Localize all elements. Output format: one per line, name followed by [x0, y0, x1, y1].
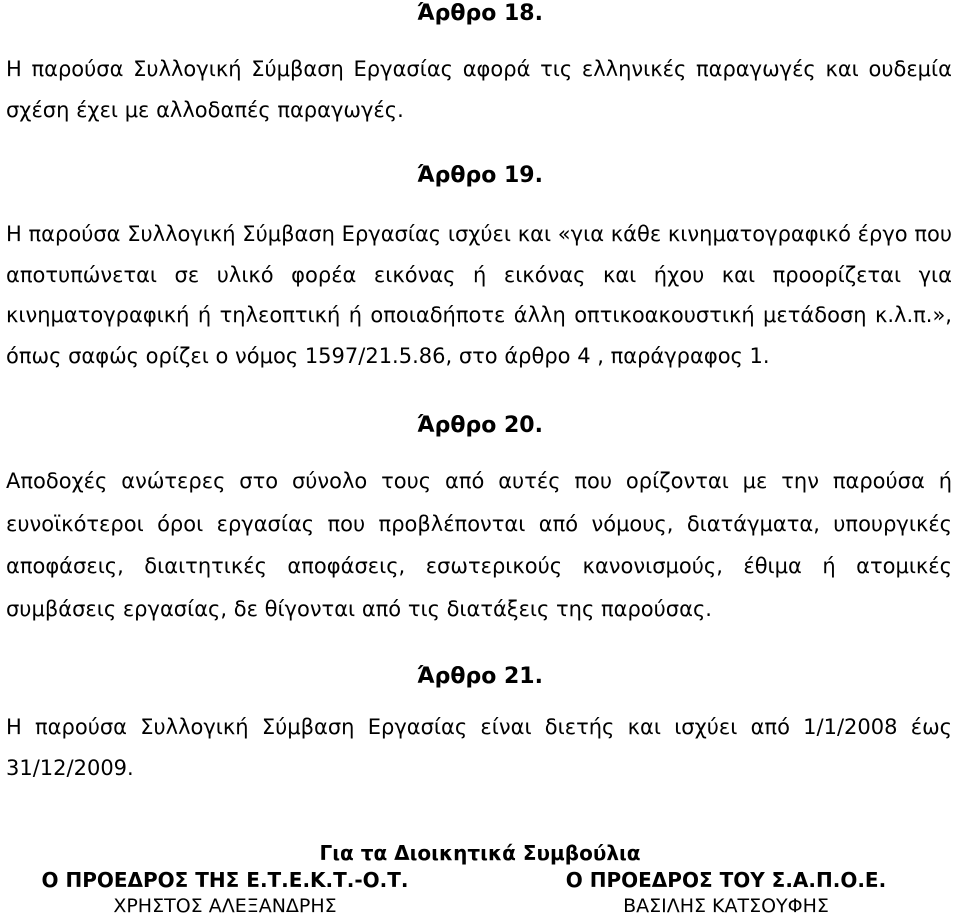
signature-left	[10, 867, 440, 919]
article-20-heading: Άρθρο 20.	[417, 413, 543, 438]
article-19-heading: Άρθρο 19.	[417, 163, 543, 188]
article-21-text: Η παρούσα Συλλογική Σύμβαση Εργασίας είναι διετής και ισχύει από 1/1/2008 έως 31/12/2009.	[6, 715, 952, 780]
signatures-title: Για τα Διοικητικά Συμβούλια	[319, 841, 641, 865]
article-18-text: Η παρούσα Συλλογική Σύμβαση Εργασίας αφορά τις ελληνικές παραγωγές και ουδεμία σχέση έχει με αλλοδαπές παραγωγές.	[6, 57, 952, 122]
signature-right	[492, 867, 960, 919]
signature-right-name: ΒΑΣΙΛΗΣ ΚΑΤΣΟΥΦΗΣ	[623, 895, 829, 917]
article-18-heading: Άρθρο 18.	[417, 1, 543, 26]
article-20-text: Αποδοχές ανώτερες στο σύνολο τους από αυτές που ορίζονται με την παρούσα ή ευνοϊκότεροι όροι εργασίας που προβλέπονται από νόμους, διατάγματα, υπουργικές αποφάσεις, διαιτητικές αποφάσεις, εσωτερικούς κανονισμούς, έθιμα ή ατομικές συμβάσεις εργασίας, δε θίγονται από τις διατάξεις της παρούσας.	[6, 469, 952, 621]
signature-left-role: Ο ΠΡΟΕΔΡΟΣ ΤΗΣ Ε.Τ.Ε.Κ.Τ.-Ο.Τ.	[41, 868, 409, 892]
signature-left-name: ΧΡΗΣΤΟΣ ΑΛΕΞΑΝΔΡΗΣ	[113, 895, 337, 917]
article-21-heading: Άρθρο 21.	[417, 664, 543, 689]
article-19-text: Η παρούσα Συλλογική Σύμβαση Εργασίας ισχύει και «για κάθε κινηματογραφικό έργο που αποτυπώνεται σε υλικό φορέα εικόνας ή εικόνας και ήχου και προορίζεται για κινηματογραφική ή τηλεοπτική ή οποιαδήποτε άλλη οπτικοακουστική μετάδοση κ.λ.π.», όπως σαφώς ορίζει ο νόμος 1597/21.5.86, στο άρθρο 4 , παράγραφος 1.	[6, 222, 952, 368]
signature-right-role: Ο ΠΡΟΕΔΡΟΣ ΤΟΥ Σ.Α.Π.Ο.Ε.	[565, 868, 887, 892]
